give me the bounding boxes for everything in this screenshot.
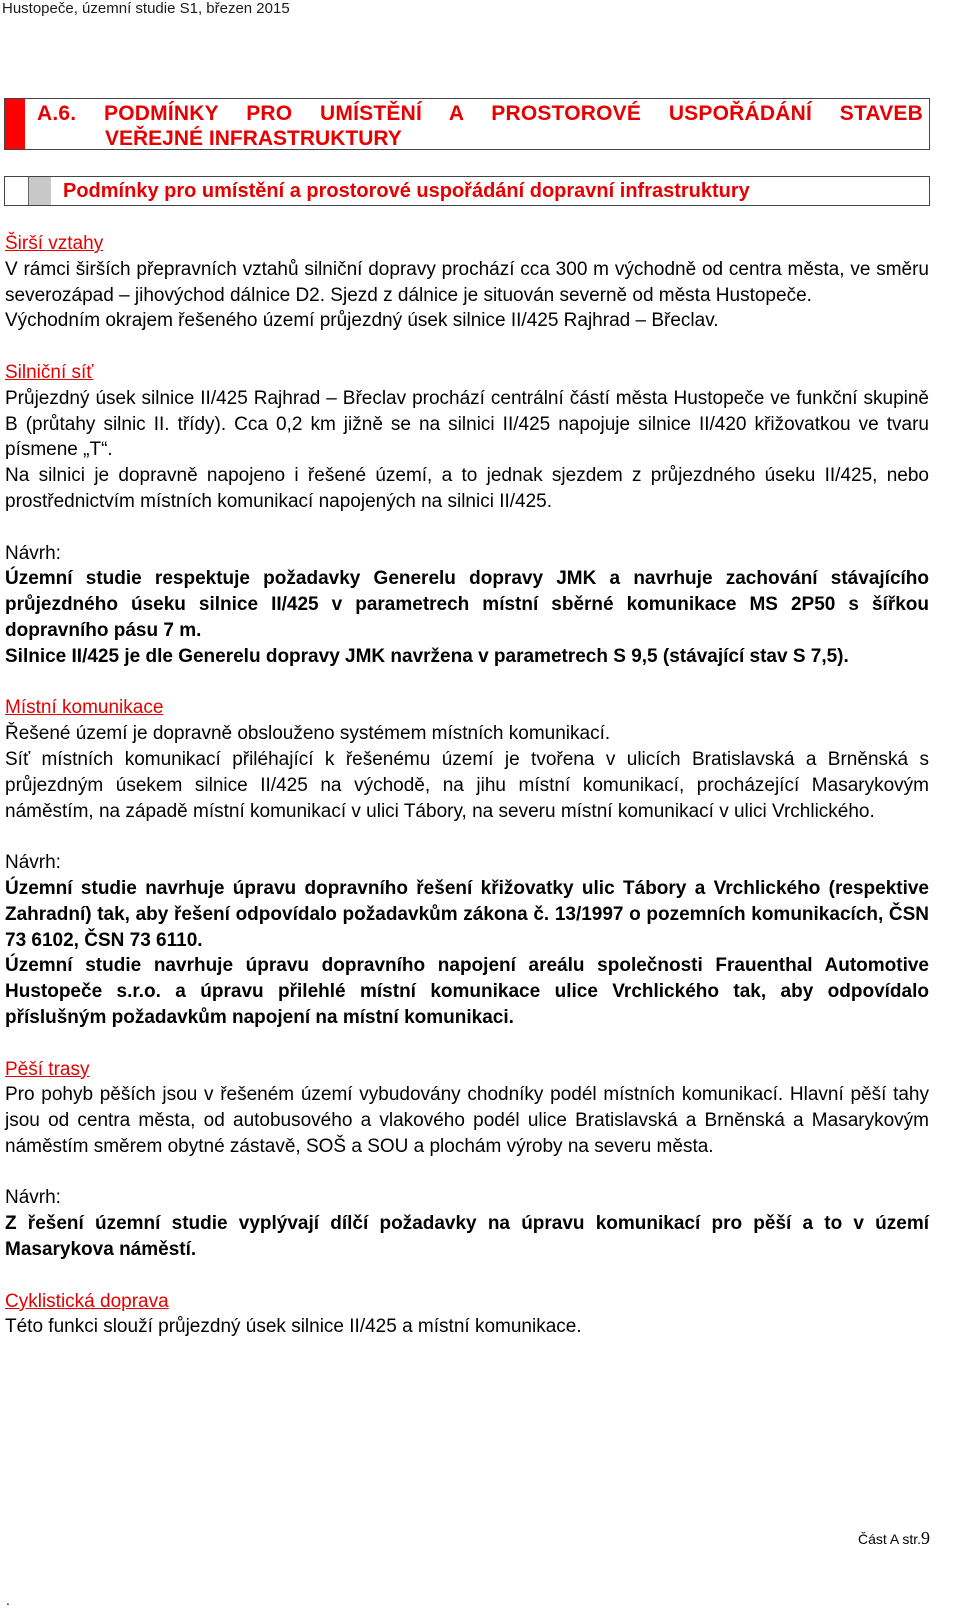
page-number: 9 <box>921 1528 930 1548</box>
section-title-silnicni-sit: Silniční síť <box>5 361 94 383</box>
document-body <box>5 231 929 1340</box>
paragraph: Řešené území je dopravně obslouženo systémem místních komunikací. <box>5 723 611 745</box>
paragraph: Průjezdný úsek silnice II/425 Rajhrad – Břeclav prochází centrální částí města Hustopeče ve funkční skupině B (průtahy silnic II. třídy). Cca 0,2 km jižně se na silnici II/425 napojuje silnice II/420 křižovatkou ve tvaru písmene „T“. <box>5 387 929 461</box>
subchapter-heading: Podmínky pro umístění a prostorové uspořádání dopravní infrastruktury <box>63 180 750 202</box>
paragraph: Síť místních komunikací přiléhající k řešenému území je tvořena v ulicích Bratislavská a Brněnská s průjezdným úsekem silnice II/425 na východě, na jihu místní komunikací, procházející Masarykovým náměstím, na západě místní komunikací v ulici Tábory, na severu místní komunikací v ulici Vrchlického. <box>5 748 929 822</box>
paragraph: Na silnici je dopravně napojeno i řešené území, a to jednak sjezdem z průjezdného úseku II/425, nebo prostřednictvím místních komunikací napojených na silnici II/425. <box>5 465 929 512</box>
footer-dot: . <box>6 1592 10 1608</box>
proposal-paragraph: Územní studie respektuje požadavky Generelu dopravy JMK a navrhuje zachování stávajícího průjezdného úseku silnice II/425 v parametrech místní sběrné komunikace MS 2P50 s šířkou dopravního pásu 7 m. <box>5 568 929 641</box>
paragraph: Východním okrajem řešeného území průjezdný úsek silnice II/425 Rajhrad – Břeclav. <box>5 310 719 332</box>
section-title-pesi-trasy: Pěší trasy <box>5 1058 90 1080</box>
paragraph: Pro pohyb pěších jsou v řešeném území vybudovány chodníky podél místních komunikací. Hlavní pěší tahy jsou od centra města, od autobusového a vlakového podél ulice Bratislavská a Brněnská a Masarykovým náměstím směrem obytné zástavě, SOŠ a SOU a plochám výroby na severu města. <box>5 1084 929 1157</box>
proposal-paragraph: Územní studie navrhuje úpravu dopravního napojení areálu společnosti Frauenthal Automotive Hustopeče s.r.o. a úpravu přilehlé místní komunikace ulice Vrchlického tak, aby odpovídalo příslušným požadavkům napojení na místní komunikaci. <box>5 955 929 1028</box>
page-footer <box>858 1528 930 1549</box>
section-title-cyklisticka-doprava: Cyklistická doprava <box>5 1290 169 1312</box>
subchapter-heading-box <box>4 176 930 206</box>
proposal-label: Návrh: <box>5 852 61 874</box>
chapter-heading-line2: VEŘEJNÉ INFRASTRUKTURY <box>105 127 402 150</box>
subchapter-marker-white <box>9 177 29 205</box>
proposal-paragraph: Silnice II/425 je dle Generelu dopravy JMK navržena v parametrech S 9,5 (stávající stav S 7,5). <box>5 645 849 667</box>
proposal-label: Návrh: <box>5 1187 61 1209</box>
paragraph: Této funkci slouží průjezdný úsek silnice II/425 a místní komunikace. <box>5 1316 582 1338</box>
running-header: Hustopeče, územní studie S1, březen 2015 <box>2 0 290 17</box>
section-title-mistni-komunikace: Místní komunikace <box>5 697 164 719</box>
proposal-paragraph: Z řešení územní studie vyplývají dílčí požadavky na úpravu komunikací pro pěší a to v území Masarykova náměstí. <box>5 1213 929 1261</box>
paragraph: V rámci širších přepravních vztahů silniční dopravy prochází cca 300 m východně od centra města, ve směru severozápad – jihovýchod dálnice D2. Sjezd z dálnice je situován severně od města Hustopeče. <box>5 258 929 306</box>
section-title-sirsi-vztahy: Širší vztahy <box>5 233 104 254</box>
chapter-heading-line1: A.6. PODMÍNKY PRO UMÍSTĚNÍ A PROSTOROVÉ USPOŘÁDÁNÍ STAVEB <box>37 102 923 125</box>
subchapter-marker-grey <box>29 177 51 205</box>
chapter-marker <box>5 99 25 149</box>
proposal-paragraph: Územní studie navrhuje úpravu dopravního řešení křižovatky ulic Tábory a Vrchlického (respektive Zahradní) tak, aby řešení odpovídalo požadavkům zákona č. 13/1997 o pozemních komunikacích, ČSN 73 6102, ČSN 73 6110. <box>5 877 929 951</box>
footer-label: Část A str. <box>857 1531 921 1547</box>
chapter-heading-box <box>4 98 930 150</box>
proposal-label: Návrh: <box>5 542 61 564</box>
